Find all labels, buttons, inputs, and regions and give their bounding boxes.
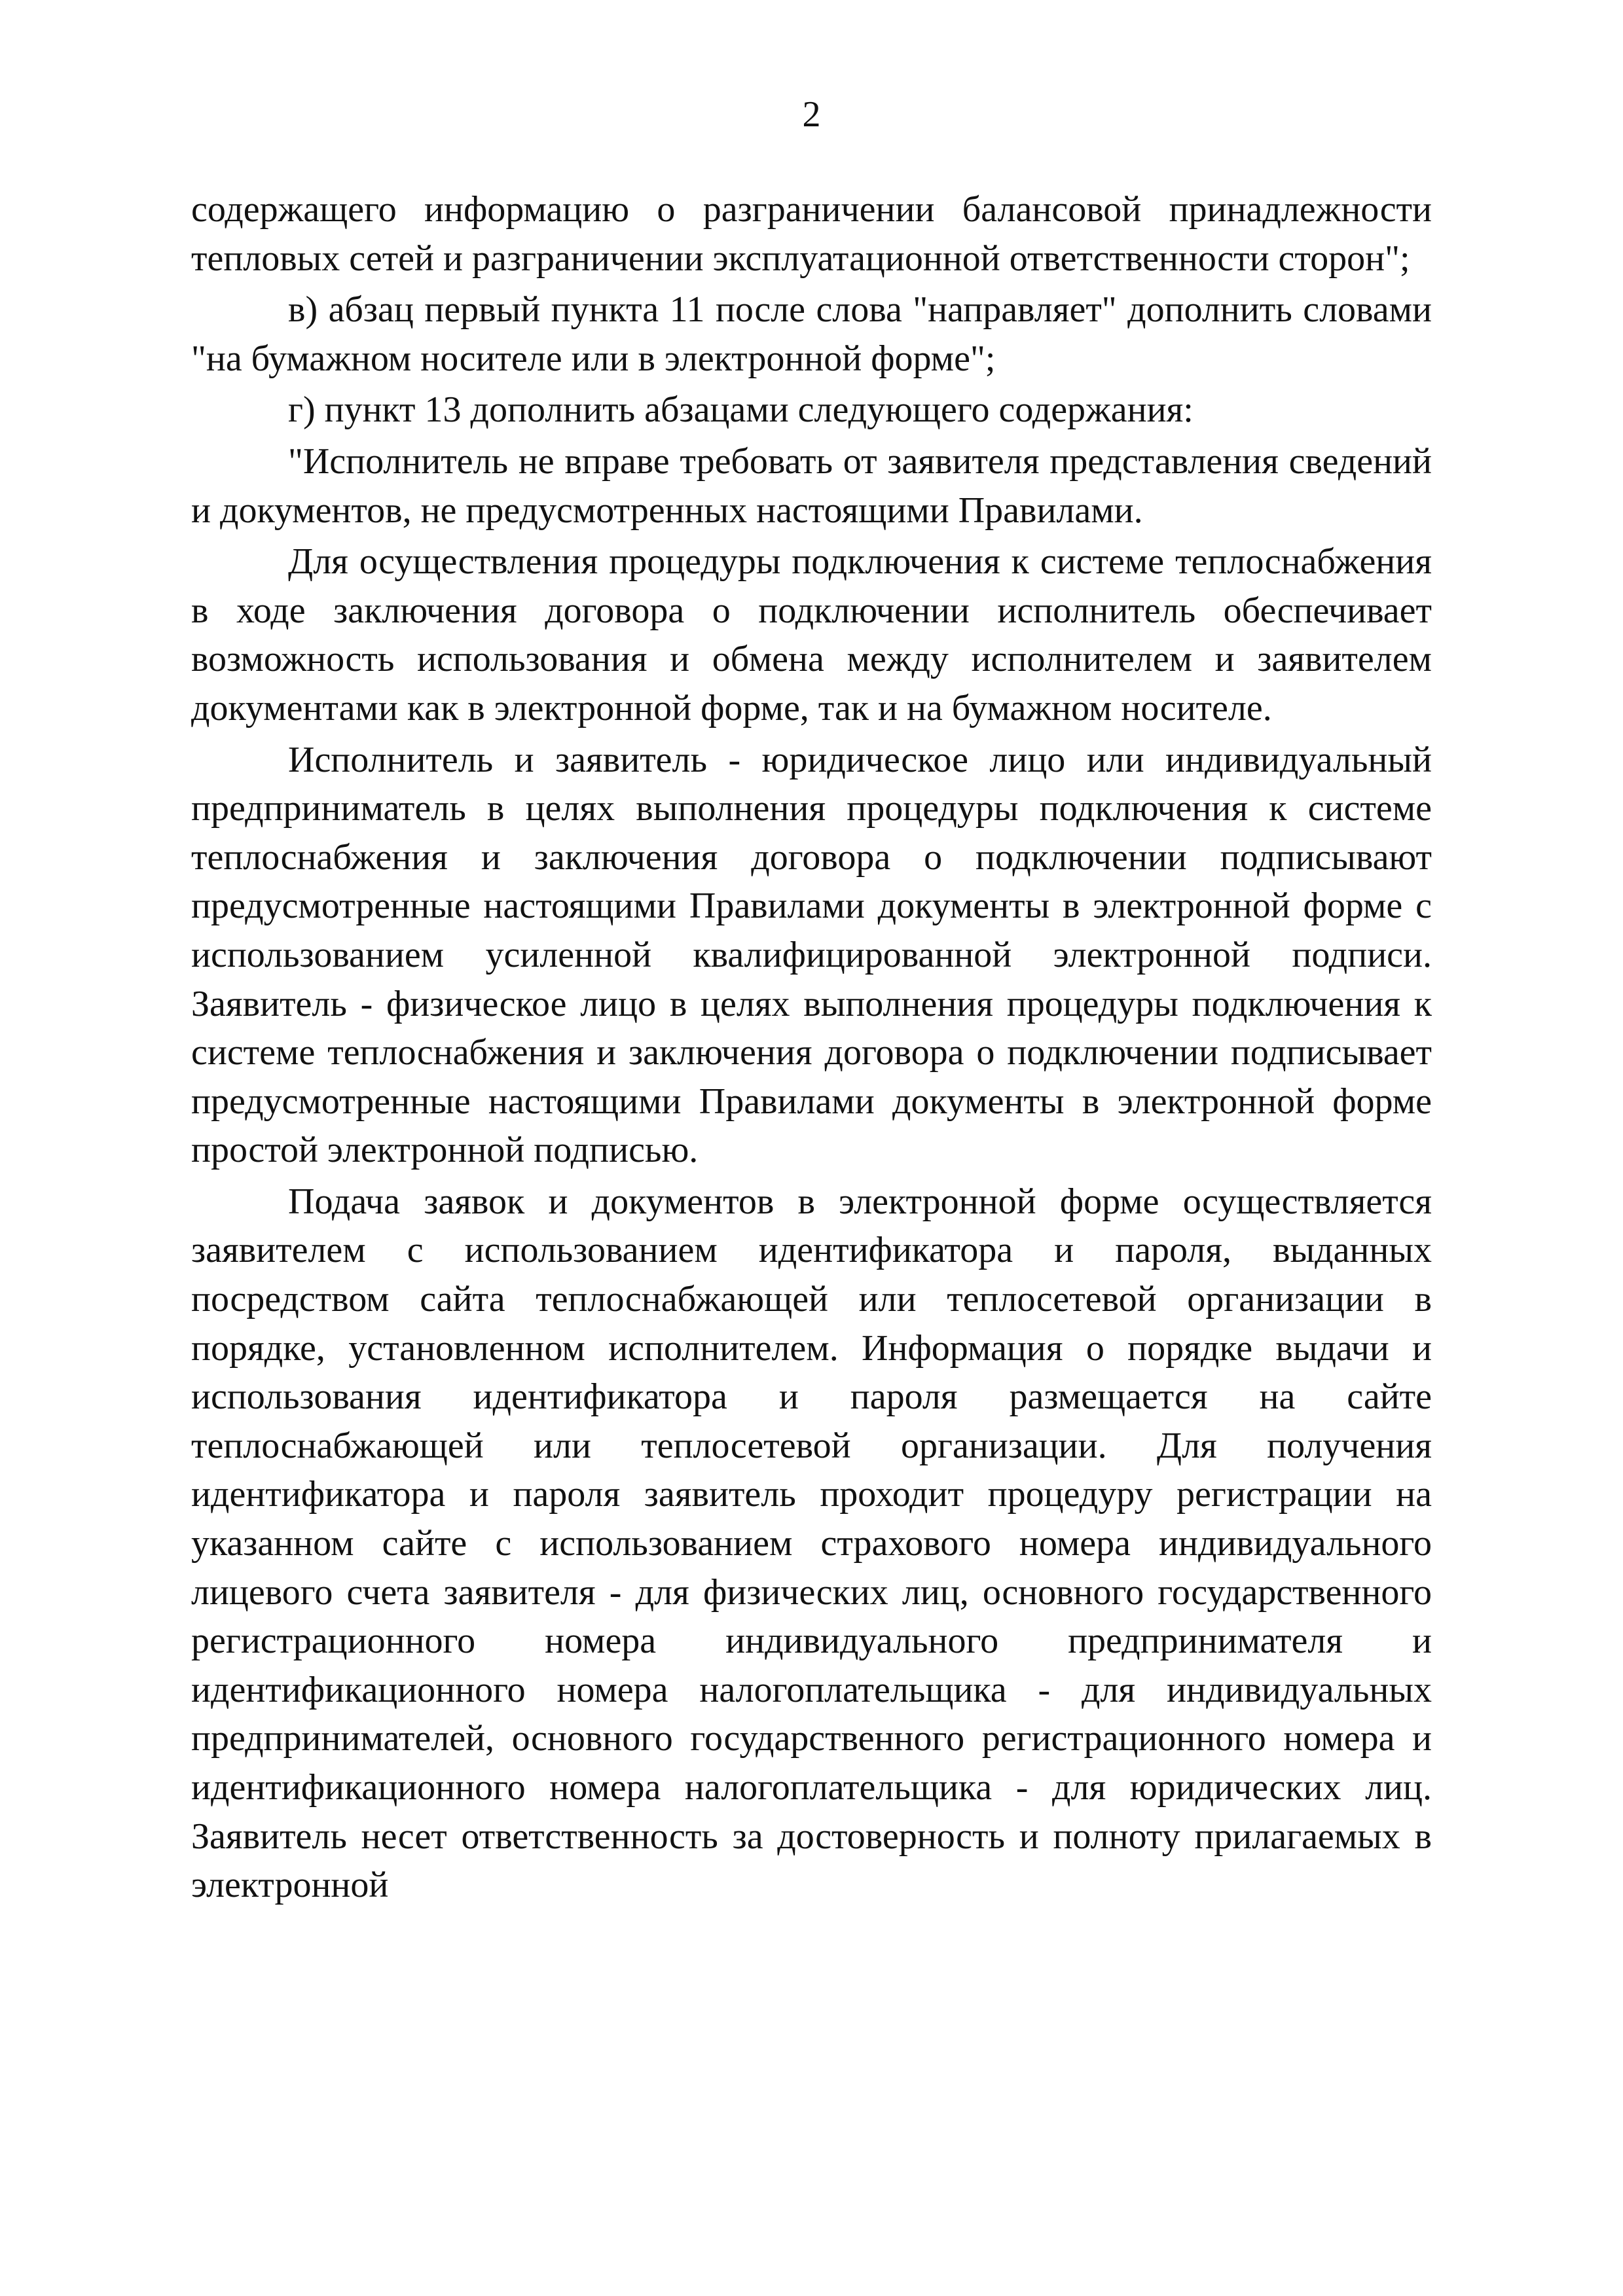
paragraph-signatures: Исполнитель и заявитель - юридическое лицо или индивидуальный предприниматель в целях выполнения процедуры подключения к системе теплоснабжения и заключения договора о подключении подписывают предусмотренные настоящими Правилами документы в электронной форме с использованием усиленной квалифицированной электронной подписи. Заявитель - физическое лицо в целях выполнения процедуры подключения к системе теплоснабжения и заключения договора о подключении подписывает предусмотренные настоящими Правилами документы в электронной форме простой электронной подписью.	[191, 739, 1432, 1171]
paragraph-continuation: содержащего информацию о разграничении балансовой принадлежности тепловых сетей и разграничении эксплуатационной ответственности сторон";	[191, 189, 1432, 279]
paragraph-item-g: г) пункт 13 дополнить абзацами следующего содержания:	[288, 389, 1194, 431]
paragraph-item-v: в) абзац первый пункта 11 после слова "направляет" дополнить словами "на бумажном носителе или в электронной форме";	[191, 289, 1432, 379]
page-number: 2	[802, 94, 821, 135]
paragraph-submission: Подача заявок и документов в электронной форме осуществляется заявителем с использованием идентификатора и пароля, выданных посредством сайта теплоснабжающей или теплосетевой организации в порядке, установленном исполнителем. Информация о порядке выдачи и использования идентификатора и пароля размещается на сайте теплоснабжающей или теплосетевой организации. Для получения идентификатора и пароля заявитель проходит процедуру регистрации на указанном сайте с использованием страхового номера индивидуального лицевого счета заявителя - для физических лиц, основного государственного регистрационного номера индивидуального предпринимателя и идентификационного номера налогоплательщика - для индивидуальных предпринимателей, основного государственного регистрационного номера и идентификационного номера налогоплательщика - для юридических лиц. Заявитель несет ответственность за достоверность и полноту прилагаемых в электронной	[191, 1181, 1432, 1906]
paragraph-procedure: Для осуществления процедуры подключения к системе теплоснабжения в ходе заключения договора о подключении исполнитель обеспечивает возможность использования и обмена между исполнителем и заявителем документами как в электронной форме, так и на бумажном носителе.	[191, 541, 1432, 728]
paragraph-quote-start: "Исполнитель не вправе требовать от заявителя представления сведений и документов, не предусмотренных настоящими Правилами.	[191, 440, 1432, 531]
document-body	[191, 185, 1432, 1910]
